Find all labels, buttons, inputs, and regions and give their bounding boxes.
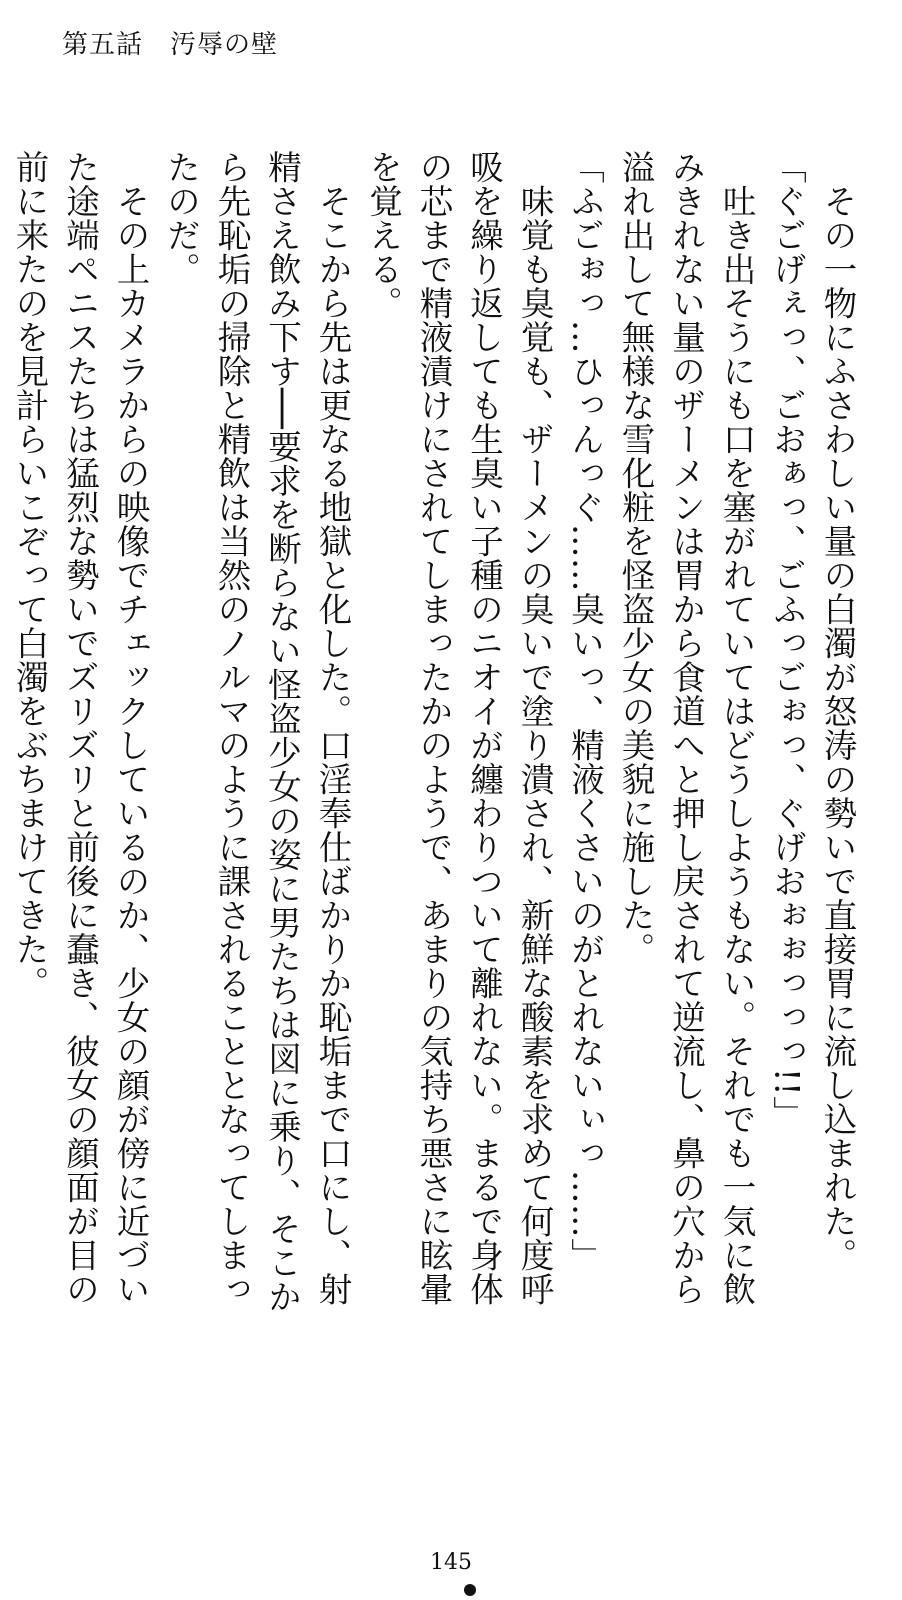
paragraph: その上カメラからの映像でチェックしているのか、少女の顔が傍に近づいた途端ペニスたちは猛烈な勢いでズリズリと前後に蠢き、彼女の顔面が目の前に来たのを見計らいこぞって白濁をぶちまけてきた。: [10, 150, 150, 1306]
paragraph: 味覚も臭覚も、ザーメンの臭いで塗り潰され、新鮮な酸素を求めて何度呼吸を繰り返しても生臭い子種のニオイが纏わりついて離れない。まるで身体の芯まで精液漬けにされてしまったかのようで、あまりの気持ち悪さに眩暈を覚える。: [363, 150, 554, 1306]
sound-effect-line: [0, 150, 4, 1330]
paragraph: そこから先は更なる地獄と化した。口淫奉仕ばかりか恥垢まで口にし、射精さえ飲み下す──要求を断らない怪盗少女の姿に男たちは図に乗り、そこから先恥垢の掃除と精飲は当然のノルマのように課されることとなってしまったのだ。: [161, 150, 352, 1314]
page-number: 145: [430, 1550, 472, 1575]
dialogue-line: 「ぐごげぇっ、ごおぁっ、ごふっごぉっ、ぐげおぉぉっっっ!!」: [767, 150, 807, 1130]
dialogue-line: 「ふごぉっ…ひっんっぐ……臭いっ、精液くさいのがとれないぃっ……」: [565, 150, 605, 1272]
paragraph: 吐き出そうにも口を塞がれていてはどうしようもない。それでも一気に飲みきれない量のザーメンは胃から食道へと押し戻されて逆流し、鼻の穴から溢れ出して無様な雪化粧を怪盗少女の美貌に施した。: [616, 150, 756, 1306]
page-marker-dot: [464, 1584, 476, 1596]
vertical-body-text: [10, 150, 862, 1330]
running-head: 第五話 汚辱の壁: [62, 30, 279, 60]
paragraph: その一物にふさわしい量の白濁が怒涛の勢いで直接胃に流し込まれた。: [818, 150, 857, 1272]
